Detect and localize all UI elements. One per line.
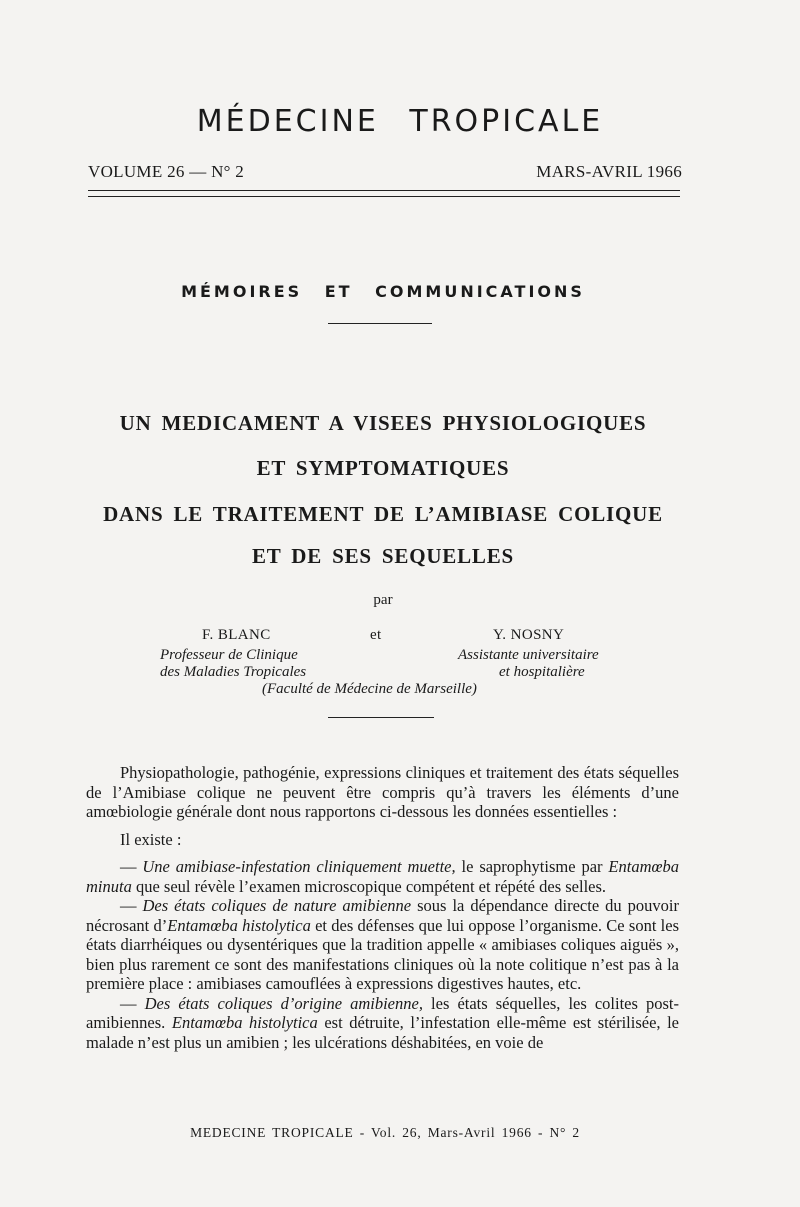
species-name: Entamœba minuta — [86, 857, 679, 896]
author-1-name: F. BLANC — [202, 627, 271, 643]
section-divider — [328, 323, 432, 324]
article-title-line-4: ET DE SES SEQUELLES — [251, 544, 514, 568]
text-run: et des défenses que lui oppose l’organisme. Ce sont les états diarrhéiques ou dysentériques que la tradition appelle « amibiases coliques aiguës », bien plus rarement ce sont des manifestations cliniques où la note colitique n’est pas à la première place : amibiases camouflées à expressions digestives hautes, etc. — [86, 915, 679, 993]
text-run: les états séquelles, les colites post-amibiennes. — [86, 993, 680, 1032]
paragraph-intro: Physiopathologie, pathogénie, expressions cliniques et traitement des états séquelles de l’Amibiase colique ne peuvent être compris qu’à travers les éléments d’une amœbiologie générale dont nous rapportons ci-dessous les données essentielles : — [86, 763, 679, 821]
text-run: est détruite, l’infestation elle-même est stérilisée, le malade n’est plus un amibien ; les ulcérations déshabitées, en voie de — [86, 1013, 679, 1052]
paragraph-etats-coliques — [86, 896, 679, 994]
text-run: que seul révèle l’examen microscopique compétent et répété des selles. — [131, 876, 607, 896]
page-footer: MEDECINE TROPICALE - Vol. 26, Mars-Avril 1966 - N° 2 — [190, 1125, 580, 1140]
text-run: le saprophytisme par — [455, 857, 609, 876]
dash: — — [120, 896, 143, 915]
dash: — — [120, 857, 143, 876]
issue-date: MARS-AVRIL 1966 — [536, 162, 682, 181]
paragraph-infestation — [86, 857, 679, 896]
emphasis: Des états coliques d’origine amibienne, — [144, 993, 423, 1013]
institution: (Faculté de Médecine de Marseille) — [262, 681, 477, 697]
species-name: Entamœba histolytica — [171, 1013, 318, 1032]
article-title-line-1: UN MEDICAMENT A VISEES PHYSIOLOGIQUES — [119, 411, 647, 435]
dash: — — [120, 993, 145, 1013]
author-2-role-line-1: Assistante universitaire — [458, 647, 599, 663]
byline-par: par — [373, 592, 393, 608]
author-conjunction: et — [370, 627, 382, 643]
article-body — [86, 763, 679, 1052]
journal-title: MÉDECINE TROPICALE — [196, 104, 604, 139]
header-double-rule — [88, 190, 680, 197]
author-1-role-line-2: des Maladies Tropicales — [160, 664, 307, 680]
article-title-line-2: ET SYMPTOMATIQUES — [256, 456, 510, 480]
section-heading: MÉMOIRES ET COMMUNICATIONS — [181, 282, 585, 301]
paragraph-origine-amibienne — [86, 994, 679, 1053]
author-1-role-line-1: Professeur de Clinique — [160, 647, 298, 663]
emphasis: Une amibiase-infestation cliniquement muette, — [142, 857, 456, 876]
paragraph-il-existe: Il existe : — [120, 829, 182, 849]
byline-divider — [328, 717, 434, 718]
author-2-name: Y. NOSNY — [493, 627, 565, 643]
emphasis: Des états coliques de nature amibienne — [142, 896, 412, 915]
species-name: Entamœba histolytica — [167, 915, 311, 935]
author-2-role-line-2: et hospitalière — [499, 664, 585, 680]
article-title-line-3: DANS LE TRAITEMENT DE L’AMIBIASE COLIQUE — [103, 502, 663, 526]
text-run: sous la dépendance directe du pouvoir nécrosant d’ — [86, 896, 679, 935]
volume-number: VOLUME 26 — N° 2 — [88, 162, 245, 181]
